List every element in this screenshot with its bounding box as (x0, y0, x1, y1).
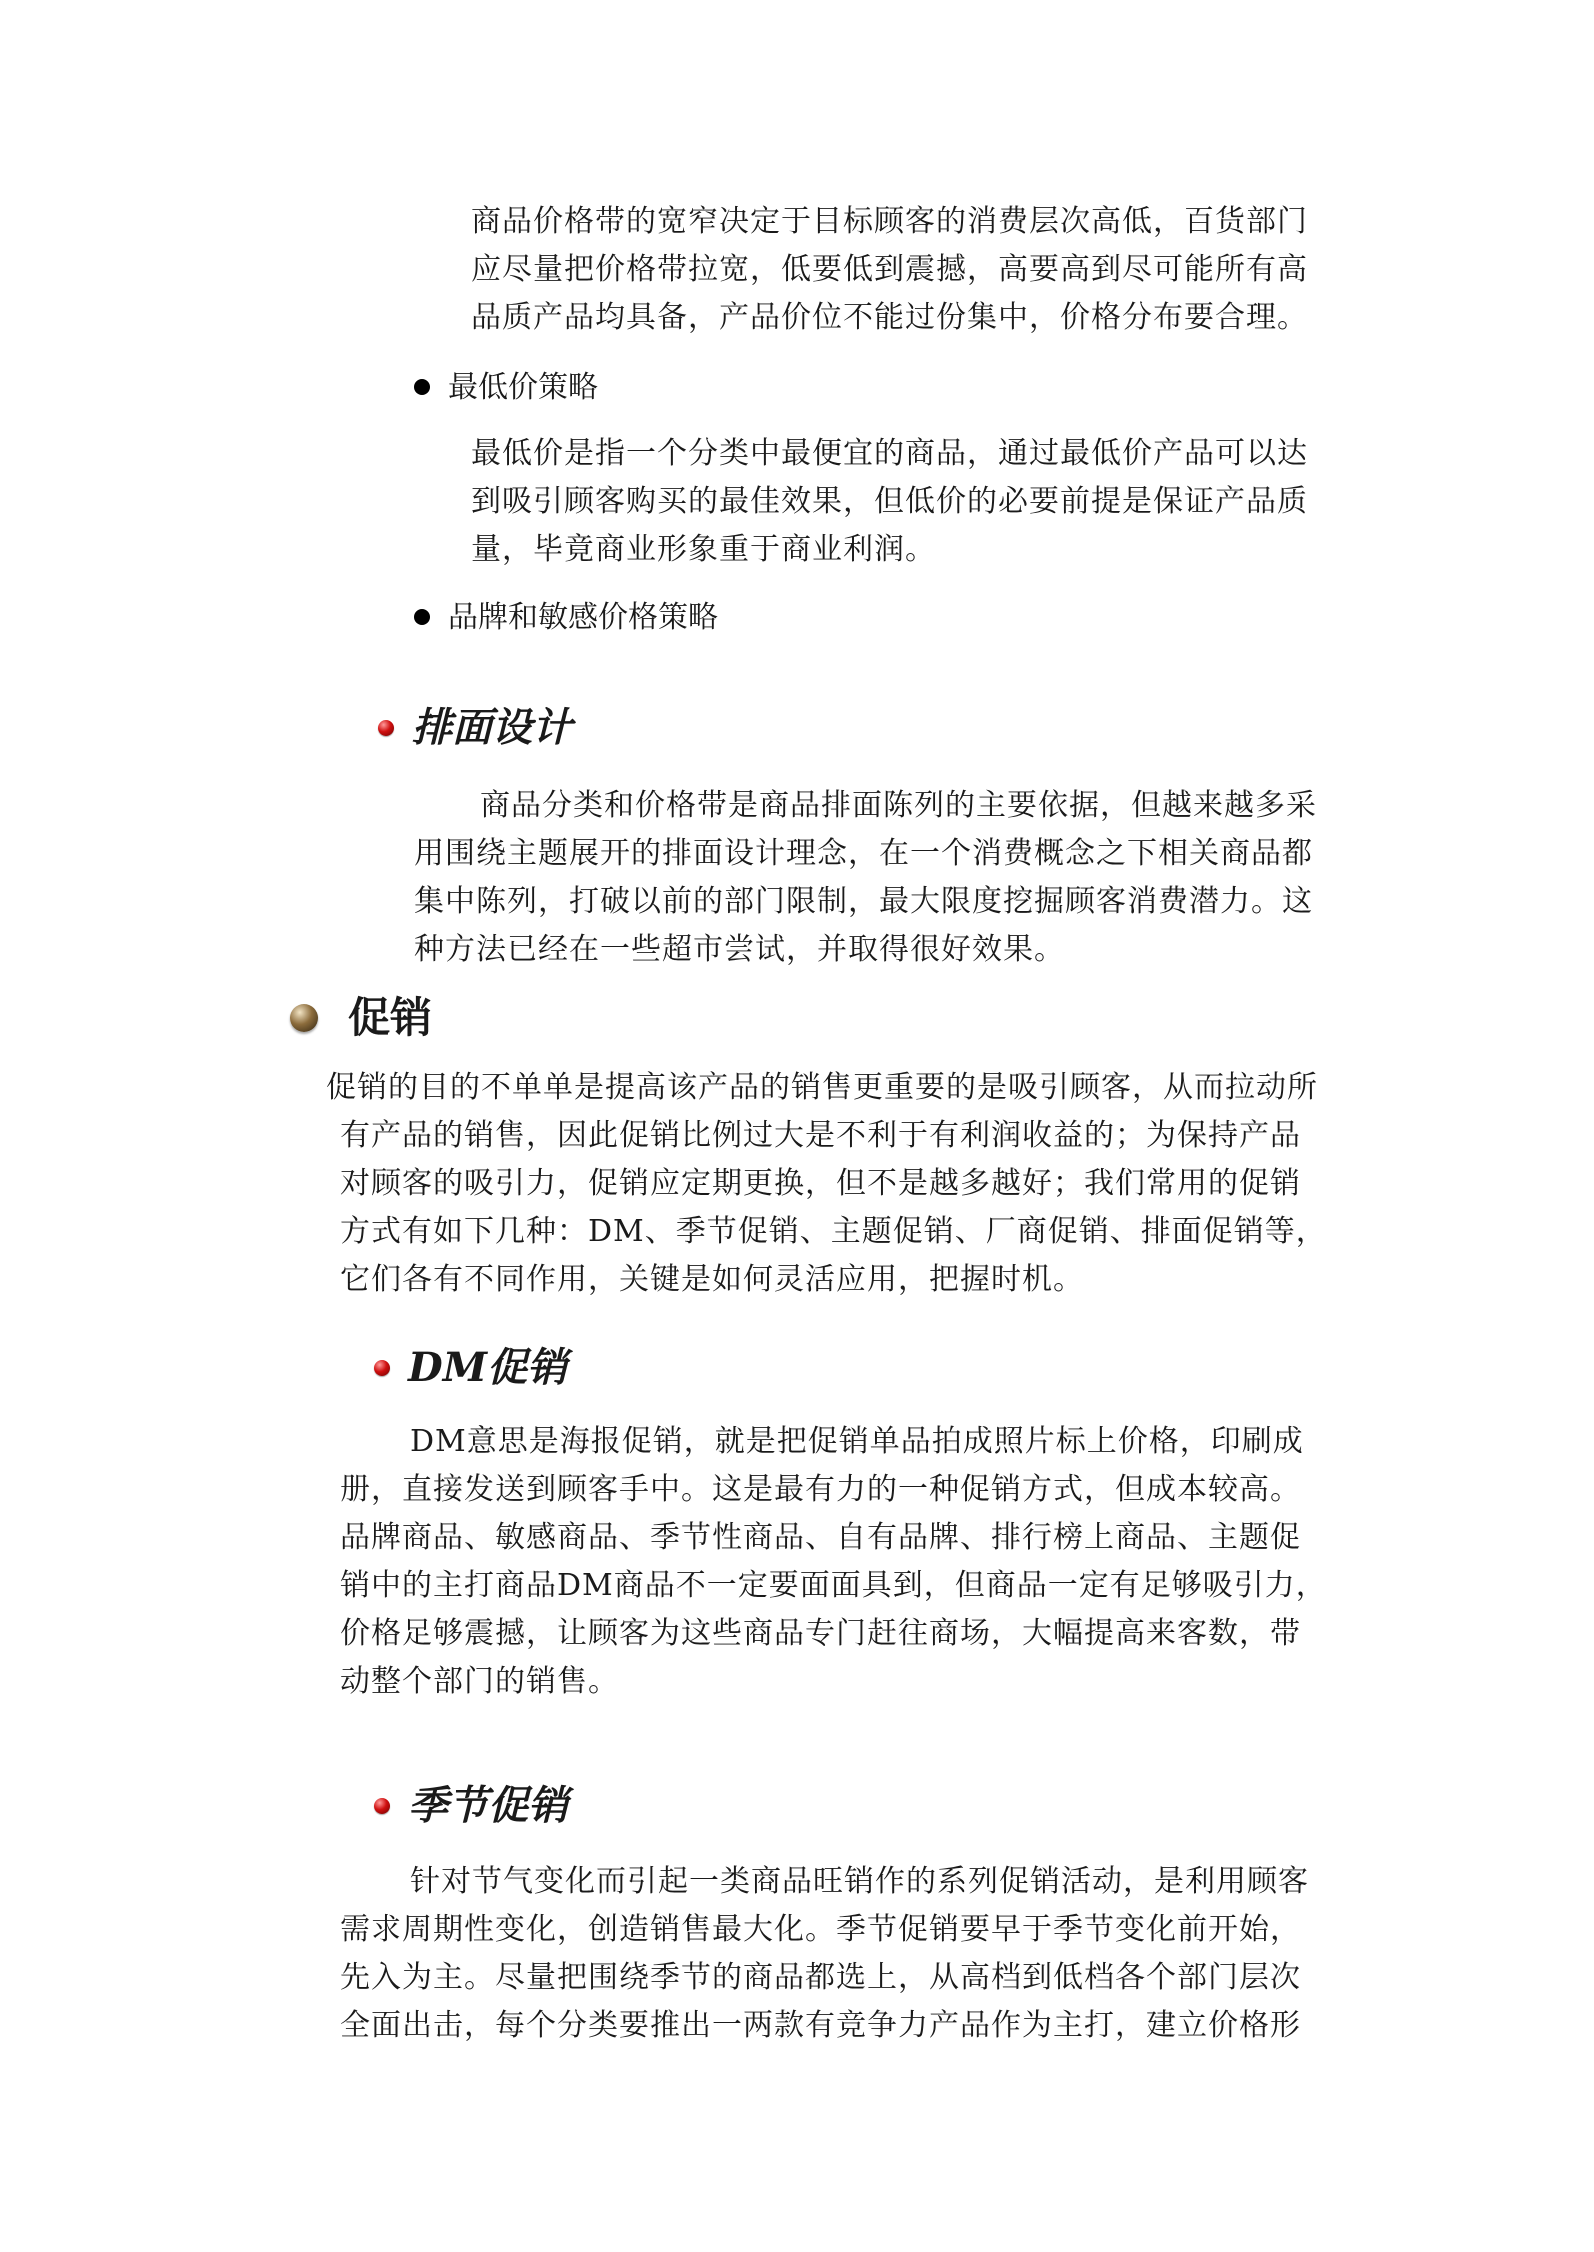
text-line: 针对节气变化而引起一类商品旺销作的系列促销活动，是利用顾客 (410, 1864, 1309, 1899)
text-line: 品牌商品、敏感商品、季节性商品、自有品牌、排行榜上商品、主题促 (340, 1520, 1301, 1555)
paragraph-dm (340, 1418, 1327, 1706)
bullet-label: 最低价策略 (448, 370, 598, 405)
text-line: 方式有如下几种：DM、季节促销、主题促销、厂商促销、排面促销等， (340, 1214, 1327, 1249)
text-line: 最低价是指一个分类中最便宜的商品，通过最低价产品可以达 (471, 436, 1308, 471)
paragraph-price-band (471, 198, 1308, 342)
text-line: 用围绕主题展开的排面设计理念，在一个消费概念之下相关商品都 (414, 836, 1313, 871)
heading-promotion (290, 990, 432, 1046)
text-line: 有产品的销售，因此促销比例过大是不利于有利润收益的；为保持产品 (340, 1118, 1301, 1153)
text-line: 品质产品均具备，产品价位不能过份集中，价格分布要合理。 (471, 300, 1308, 335)
bullet-label: 品牌和敏感价格策略 (448, 600, 718, 635)
paragraph-paimian (414, 782, 1317, 974)
heading-text: DM促销 (408, 1344, 567, 1391)
heading-text: 促销 (348, 993, 433, 1042)
text-line: DM意思是海报促销，就是把促销单品拍成照片标上价格，印刷成 (410, 1424, 1304, 1459)
text-line: 集中陈列，打破以前的部门限制，最大限度挖掘顾客消费潜力。这 (414, 884, 1313, 919)
text-line: 全面出击，每个分类要推出一两款有竞争力产品作为主打，建立价格形 (340, 2008, 1301, 2043)
text-line: 量，毕竟商业形象重于商业利润。 (471, 532, 936, 567)
bullet-lowest-price (414, 364, 598, 412)
text-line: 销中的主打商品DM商品不一定要面面具到，但商品一定有足够吸引力， (340, 1568, 1327, 1603)
text-line: 种方法已经在一些超市尝试，并取得很好效果。 (414, 932, 1065, 967)
heading-text: 排面设计 (412, 704, 572, 751)
text-line: 商品分类和价格带是商品排面陈列的主要依据，但越来越多采 (480, 788, 1317, 823)
paragraph-seasonal (340, 1858, 1309, 2050)
heading-seasonal-promotion (374, 1778, 568, 1834)
red-ball-icon (374, 1360, 390, 1376)
bullet-dot-icon (414, 609, 430, 625)
text-line: 价格足够震撼，让顾客为这些商品专门赶往商场，大幅提高来客数，带 (340, 1616, 1301, 1651)
paragraph-promotion (326, 1064, 1327, 1304)
text-line: 需求周期性变化，创造销售最大化。季节促销要早于季节变化前开始， (340, 1912, 1301, 1947)
text-line: 动整个部门的销售。 (340, 1664, 619, 1699)
text-line: 它们各有不同作用，关键是如何灵活应用，把握时机。 (340, 1262, 1084, 1297)
text-line: 促销的目的不单单是提高该产品的销售更重要的是吸引顾客，从而拉动所 (326, 1070, 1318, 1105)
heading-text: 季节促销 (408, 1782, 568, 1829)
text-line: 册，直接发送到顾客手中。这是最有力的一种促销方式，但成本较高。 (340, 1472, 1301, 1507)
red-ball-icon (374, 1798, 390, 1814)
heading-dm-promotion (374, 1340, 567, 1396)
bullet-dot-icon (414, 379, 430, 395)
bronze-ball-icon (290, 1004, 318, 1032)
red-ball-icon (378, 720, 394, 736)
text-line: 先入为主。尽量把围绕季节的商品都选上，从高档到低档各个部门层次 (340, 1960, 1301, 1995)
heading-paimian-design (378, 700, 572, 756)
text-line: 商品价格带的宽窄决定于目标顾客的消费层次高低，百货部门 (471, 204, 1308, 239)
bullet-brand-sensitive-price (414, 594, 718, 642)
text-line: 到吸引顾客购买的最佳效果，但低价的必要前提是保证产品质 (471, 484, 1308, 519)
text-line: 对顾客的吸引力，促销应定期更换，但不是越多越好；我们常用的促销 (340, 1166, 1301, 1201)
paragraph-lowest-price (471, 430, 1308, 574)
text-line: 应尽量把价格带拉宽，低要低到震撼，高要高到尽可能所有高 (471, 252, 1308, 287)
